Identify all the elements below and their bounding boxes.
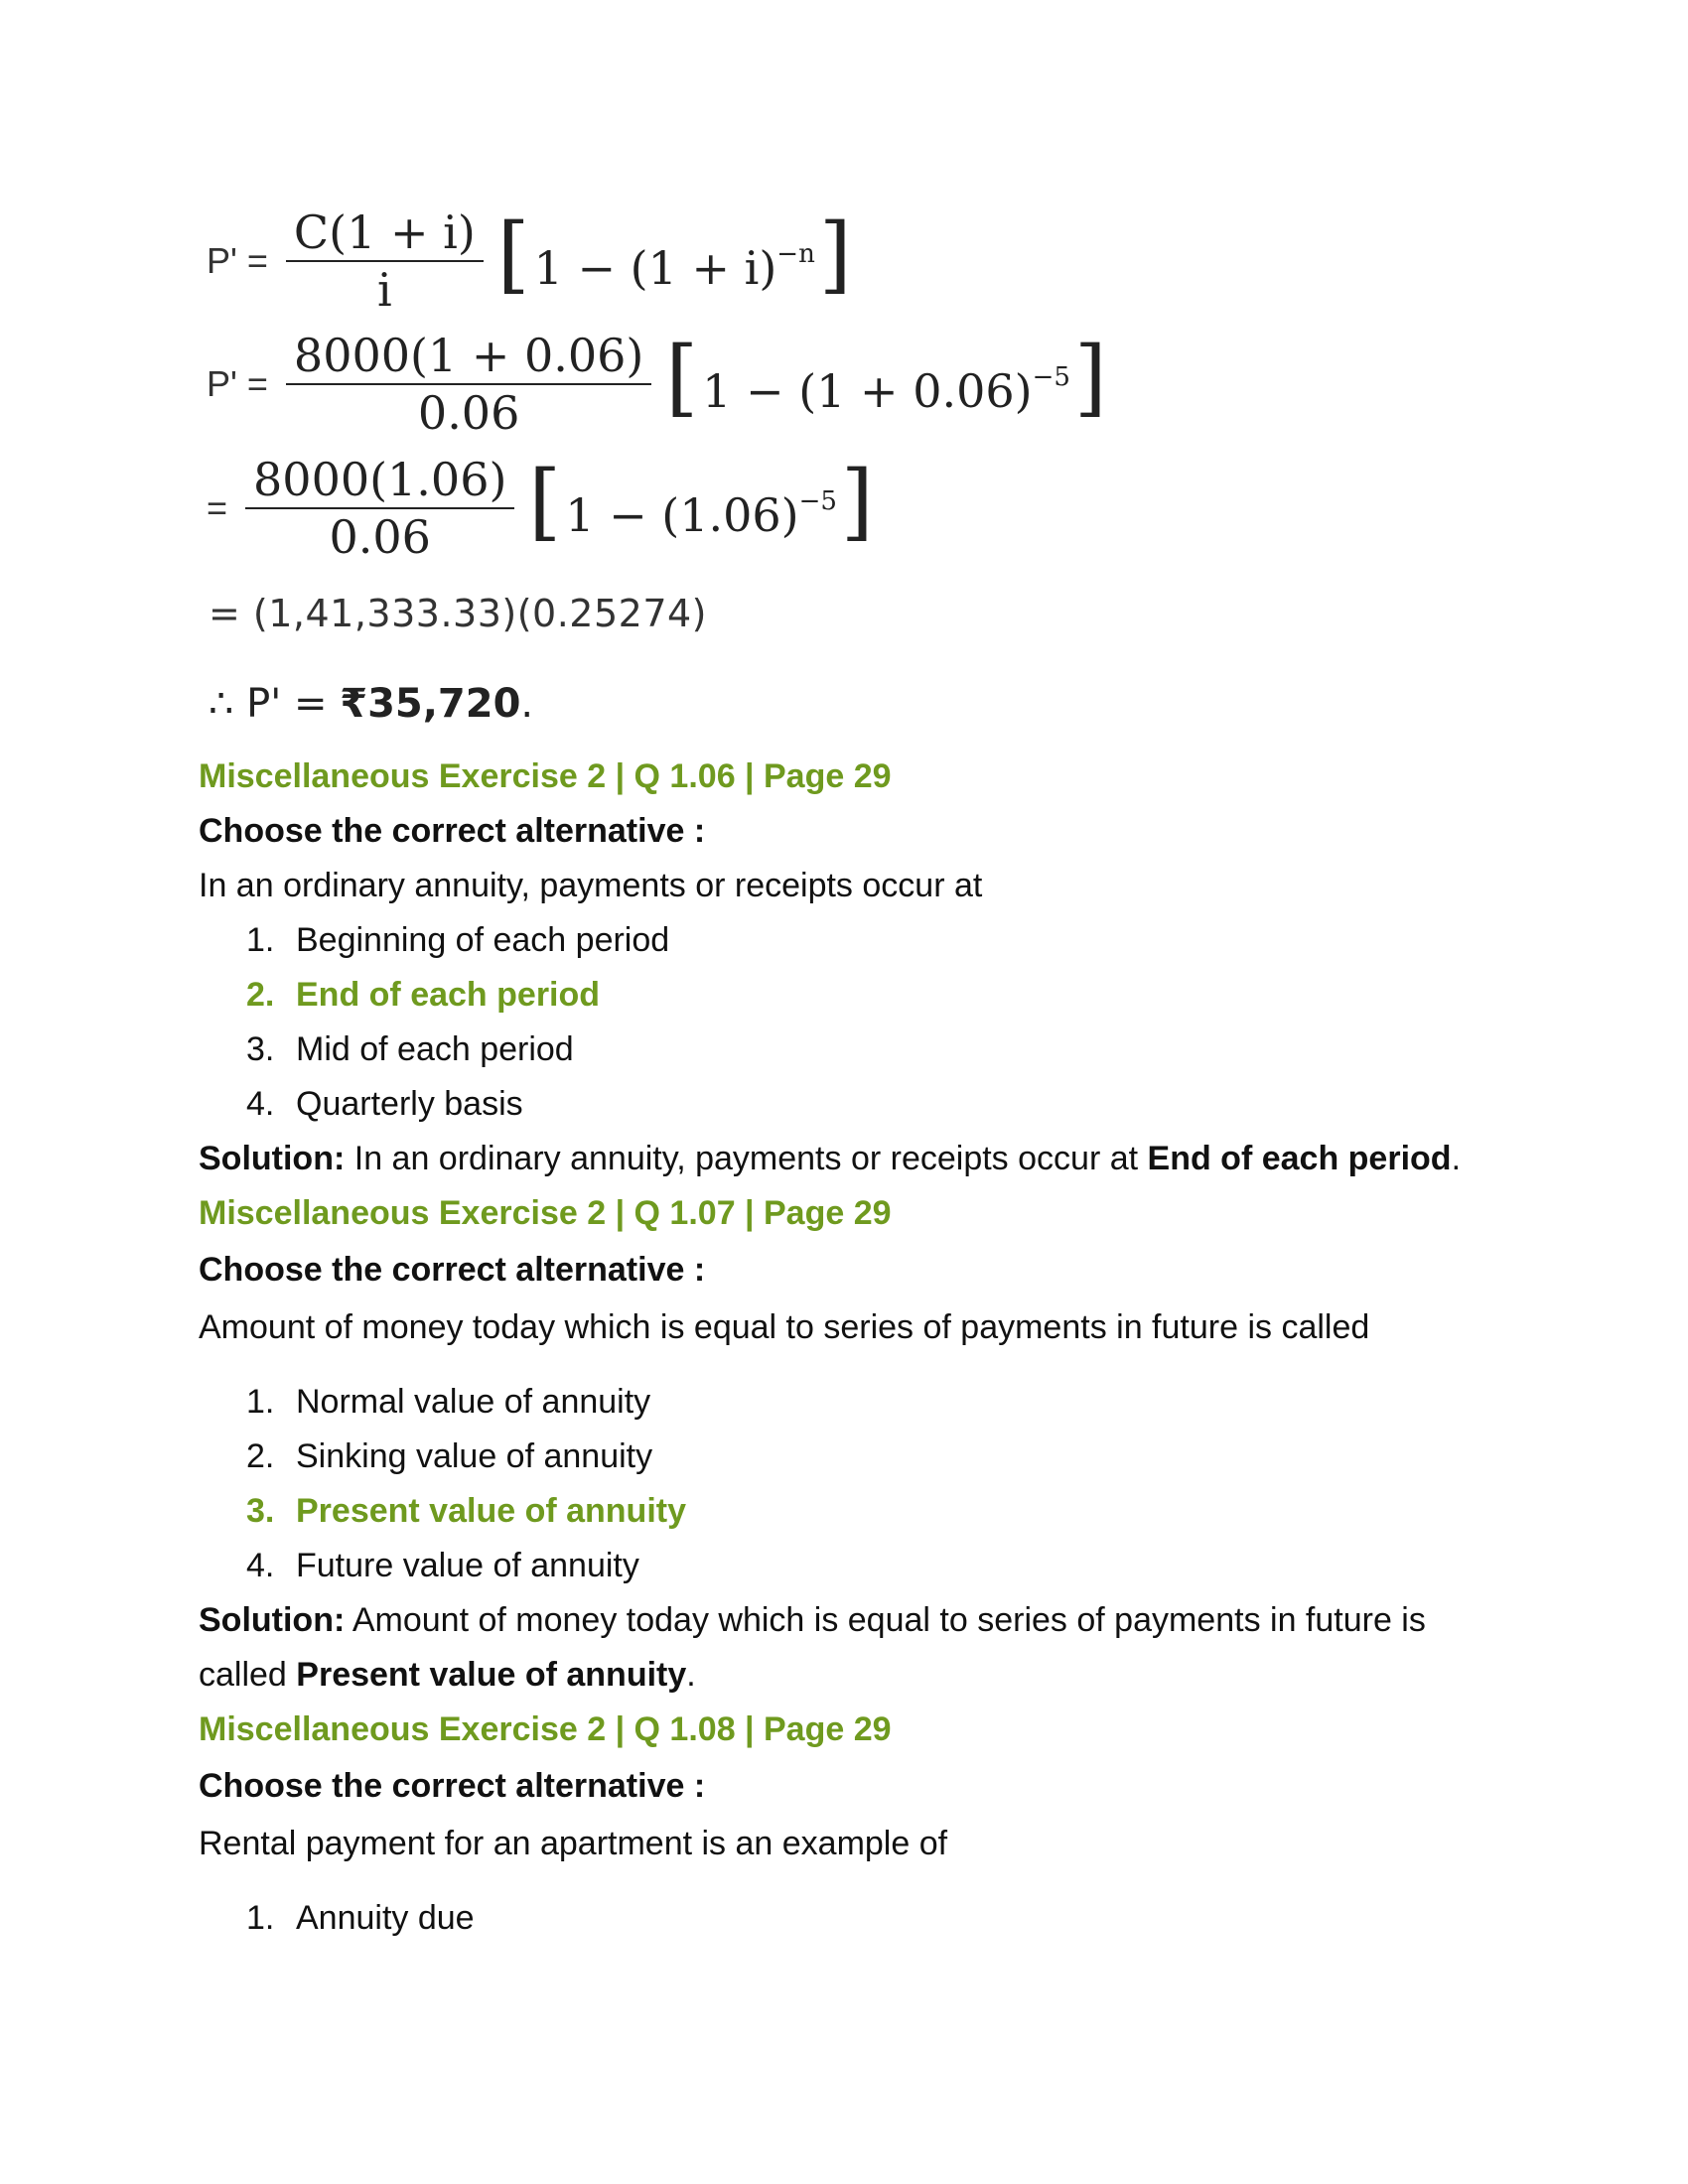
- denominator: 0.06: [417, 386, 520, 440]
- numerator: 8000(1 + 0.06): [293, 329, 644, 382]
- question-text: Amount of money today which is equal to series of payments in future is called: [199, 1308, 1370, 1346]
- fraction: [245, 452, 514, 565]
- solution-text: Amount of money today which is equal to series of payments in future is: [345, 1601, 1426, 1639]
- question-instruction: Choose the correct alternative :: [199, 812, 706, 850]
- bracket-term: [ $1 - (1.06)^{-5}$ ]: [528, 453, 874, 550]
- solution-end: .: [686, 1656, 696, 1694]
- final-result: [209, 681, 533, 727]
- exponent: −n: [776, 239, 815, 269]
- question-heading-q107[interactable]: Miscellaneous Exercise 2 | Q 1.07 | Page 29: [199, 1194, 892, 1232]
- option-3: [246, 1027, 574, 1071]
- denominator: i: [376, 263, 392, 317]
- exponent: −5: [1032, 362, 1070, 392]
- solution-q107-line2: [199, 1653, 696, 1697]
- numerator: 8000(1.06): [253, 453, 507, 506]
- result-suffix: .: [520, 681, 534, 727]
- option-text: Mid of each period: [296, 1030, 574, 1068]
- option-text: Present value of annuity: [296, 1492, 686, 1530]
- option-text: Future value of annuity: [296, 1547, 639, 1584]
- option-text: Annuity due: [296, 1899, 475, 1937]
- equation-lhs: P' =: [207, 363, 268, 404]
- solution-label: Solution:: [199, 1140, 346, 1177]
- option-number: 4.: [246, 1085, 275, 1123]
- option-number: 3.: [246, 1030, 275, 1068]
- option-1: [246, 1380, 650, 1424]
- option-number: 3.: [246, 1492, 275, 1530]
- option-4: [246, 1544, 639, 1587]
- option-number: 1.: [246, 1383, 275, 1421]
- question-text: In an ordinary annuity, payments or receipts occur at: [199, 867, 983, 904]
- solution-text-2: called: [199, 1656, 297, 1694]
- option-number: 1.: [246, 1899, 275, 1937]
- option-text: Normal value of annuity: [296, 1383, 651, 1421]
- option-3-correct: [246, 1489, 686, 1533]
- option-1: [246, 918, 669, 962]
- option-number: 4.: [246, 1547, 275, 1584]
- question-instruction: Choose the correct alternative :: [199, 1251, 706, 1289]
- result-value: ₹35,720: [340, 681, 521, 727]
- solution-text: In an ordinary annuity, payments or receipts occur at: [345, 1140, 1148, 1177]
- equation-1: [207, 205, 852, 318]
- solution-label: Solution:: [199, 1601, 346, 1639]
- option-number: 2.: [246, 976, 275, 1014]
- equation-3: [207, 452, 874, 565]
- question-heading-q108[interactable]: Miscellaneous Exercise 2 | Q 1.08 | Page 29: [199, 1710, 892, 1748]
- solution-answer: Present value of annuity: [296, 1656, 687, 1694]
- option-text: End of each period: [296, 976, 601, 1014]
- bracket-term: [ $1 - (1 + i)^{-n}$ ]: [496, 205, 852, 303]
- solution-q106: [199, 1137, 1461, 1180]
- equation-4: = (1,41,333.33)(0.25274): [209, 592, 708, 635]
- solution-end: .: [1451, 1140, 1462, 1177]
- fraction: [286, 328, 651, 441]
- bracket-term: [ $1 - (1 + 0.06)^{-5}$ ]: [665, 329, 1107, 426]
- option-2-correct: [246, 973, 600, 1017]
- denominator: 0.06: [329, 510, 431, 564]
- exponent: −5: [798, 486, 837, 516]
- option-text: Sinking value of annuity: [296, 1437, 653, 1475]
- option-4: [246, 1082, 523, 1126]
- bracket-inner: 1 − (1 + 0.06): [702, 364, 1033, 418]
- option-number: 1.: [246, 921, 275, 959]
- option-2: [246, 1434, 652, 1478]
- result-prefix: ∴ P' =: [209, 681, 341, 727]
- option-text: Beginning of each period: [296, 921, 670, 959]
- equation-lhs: P' =: [207, 240, 268, 281]
- option-1: [246, 1896, 475, 1940]
- solution-q107-line1: [199, 1598, 1426, 1642]
- question-heading-q106[interactable]: Miscellaneous Exercise 2 | Q 1.06 | Page 29: [199, 757, 892, 795]
- equation-lhs: =: [207, 487, 228, 528]
- fraction: [286, 205, 484, 318]
- solution-answer: End of each period: [1147, 1140, 1452, 1177]
- bracket-inner: 1 − (1.06): [565, 488, 799, 542]
- option-number: 2.: [246, 1437, 275, 1475]
- equation-2: [207, 328, 1107, 441]
- question-instruction: Choose the correct alternative :: [199, 1767, 706, 1805]
- question-text: Rental payment for an apartment is an example of: [199, 1825, 948, 1862]
- option-text: Quarterly basis: [296, 1085, 523, 1123]
- numerator: C(1 + i): [293, 205, 476, 259]
- bracket-inner: 1 − (1 + i): [533, 241, 777, 295]
